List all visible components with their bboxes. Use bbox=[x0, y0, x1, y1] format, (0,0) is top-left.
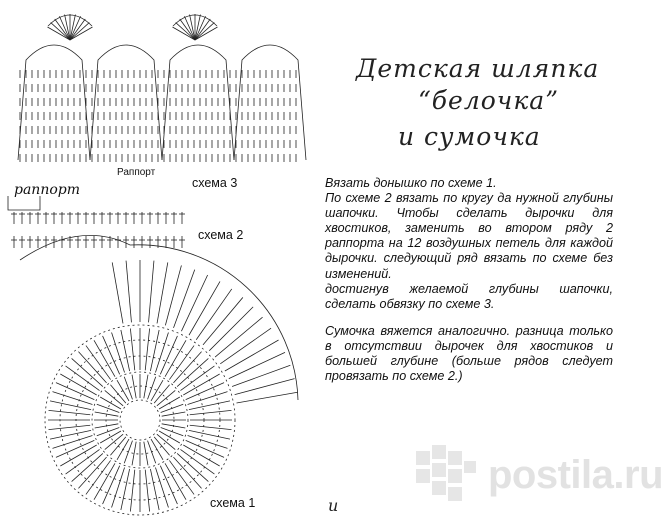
scheme1-sector-stitch bbox=[149, 261, 154, 323]
scheme1-sector-stitch bbox=[237, 392, 298, 403]
scheme1-radial-stitch bbox=[157, 434, 175, 449]
scheme1-outer-stitch bbox=[186, 440, 224, 457]
scheme1-radial-stitch bbox=[144, 375, 148, 399]
scheme1-radial-stitch bbox=[154, 385, 169, 403]
title-line2: “белочка” bbox=[418, 86, 559, 115]
title-line3: и сумочка bbox=[398, 122, 541, 151]
scheme1-radial-stitch bbox=[97, 428, 120, 436]
fan-stitch bbox=[47, 27, 70, 40]
scheme1-radial-stitch bbox=[148, 441, 156, 464]
instruction-p4: Сумочка вяжется аналогично. разница только в отсутствии дырочек для хвостиков и большей глубине (больше рядов следует провязать по схеме 2.) bbox=[325, 323, 613, 384]
instructions-text bbox=[325, 176, 613, 384]
instruction-p3: достигнув желаемой глубины шапочки, сделать обвязку по схеме 3. bbox=[325, 281, 613, 311]
fan-stitch bbox=[70, 27, 93, 40]
scheme1-sector-stitch bbox=[112, 262, 123, 323]
scheme1-sector-stitch bbox=[165, 265, 181, 325]
scheme1-sector-stitch bbox=[174, 270, 195, 328]
scheme1-radial-stitch bbox=[105, 434, 123, 449]
scheme1-outer-stitch bbox=[160, 466, 177, 504]
scheme1-sector-stitch bbox=[189, 281, 220, 335]
scheme1-outer-stitch bbox=[56, 440, 94, 457]
scheme1-outer-stitch bbox=[103, 336, 120, 374]
scheme1-ring bbox=[120, 400, 160, 440]
scheme3-arch bbox=[162, 45, 234, 160]
instruction-p2: По схеме 2 вязать по кругу да нужной глубины шапочки. Чтобы сделать дырочки для хвостиков, заменить во втором ряду 2 раппорта на 12 воздушных петель для каждой дырочки. следующий ряд вязать по схеме без изменений. bbox=[325, 191, 613, 281]
scheme3-arch bbox=[18, 45, 90, 160]
scheme3-arch bbox=[90, 45, 162, 160]
page-mark: и bbox=[328, 496, 340, 515]
postila-logo bbox=[410, 441, 663, 509]
scheme1-outer-stitch bbox=[160, 336, 177, 374]
scheme1-radial-stitch bbox=[97, 404, 120, 412]
scheme1-radial-stitch bbox=[100, 397, 121, 409]
scheme1-outer-stitch bbox=[186, 383, 224, 400]
fan-stitch bbox=[195, 27, 218, 40]
scheme1-sector-stitch bbox=[157, 262, 168, 323]
scheme1-radial-stitch bbox=[95, 424, 119, 428]
scheme1-radial-stitch bbox=[117, 380, 129, 401]
scheme1-radial-stitch bbox=[159, 397, 180, 409]
scheme1-radial-stitch bbox=[124, 377, 132, 400]
fan-stitch bbox=[172, 27, 195, 40]
scheme1-radial-stitch bbox=[110, 437, 125, 455]
scheme1-radial-stitch bbox=[157, 390, 175, 405]
scheme1-outer-stitch bbox=[130, 470, 134, 512]
scheme3-label: схема 3 bbox=[192, 176, 238, 190]
scheme1-sector-stitch bbox=[126, 261, 131, 323]
scheme1-radial-stitch bbox=[151, 380, 163, 401]
scheme1-radial-stitch bbox=[151, 439, 163, 460]
scheme1-radial-stitch bbox=[124, 441, 132, 464]
scheme1-sector-stitch bbox=[232, 365, 290, 386]
scheme1-label: схема 1 bbox=[210, 496, 256, 510]
scheme1-radial-stitch bbox=[148, 377, 156, 400]
scheme1-outer-stitch bbox=[49, 425, 91, 429]
rapport-top-label: Раппорт bbox=[117, 167, 156, 178]
scheme1-radial-stitch bbox=[161, 428, 184, 436]
instruction-p1: Вязать донышко по схеме 1. bbox=[325, 176, 497, 190]
scheme1-radial-stitch bbox=[110, 385, 125, 403]
title-line1: Детская шляпка bbox=[356, 54, 600, 83]
scheme1-sector-stitch bbox=[209, 307, 253, 351]
scheme1-sector-stitch bbox=[229, 352, 285, 378]
scheme1-radial-stitch bbox=[154, 437, 169, 455]
scheme1-radial-stitch bbox=[162, 424, 186, 428]
postila-logo-text: postila.ru bbox=[488, 452, 663, 497]
scheme3-arch bbox=[234, 45, 306, 160]
postila-logo-icon bbox=[410, 441, 480, 509]
scheme1-sector-edge bbox=[130, 245, 298, 400]
rapport-side-label: раппорт bbox=[14, 182, 81, 198]
scheme1-radial-stitch bbox=[105, 390, 123, 405]
scheme1-sector-stitch bbox=[181, 275, 207, 331]
scheme1-outer-stitch bbox=[145, 329, 149, 371]
scheme1-outer-stitch bbox=[130, 329, 134, 371]
scheme1-sector-stitch bbox=[225, 340, 279, 371]
scheme1-sector-stitch bbox=[235, 379, 295, 395]
rapport-bracket bbox=[8, 196, 40, 210]
scheme1-outer-stitch bbox=[190, 425, 232, 429]
scheme1-radial-stitch bbox=[100, 431, 121, 443]
scheme1-outer-stitch bbox=[103, 466, 120, 504]
scheme1-radial-stitch bbox=[159, 431, 180, 443]
scheme1-sector-edge bbox=[20, 235, 130, 260]
crochet-diagrams bbox=[0, 0, 320, 523]
scheme1-outer-stitch bbox=[49, 410, 91, 414]
scheme2-label: схема 2 bbox=[198, 228, 244, 242]
scheme1-outer-stitch bbox=[145, 470, 149, 512]
scheme1-radial-stitch bbox=[161, 404, 184, 412]
scheme1-outer-stitch bbox=[56, 383, 94, 400]
scheme1-radial-stitch bbox=[117, 439, 129, 460]
scheme1-outer-stitch bbox=[190, 410, 232, 414]
